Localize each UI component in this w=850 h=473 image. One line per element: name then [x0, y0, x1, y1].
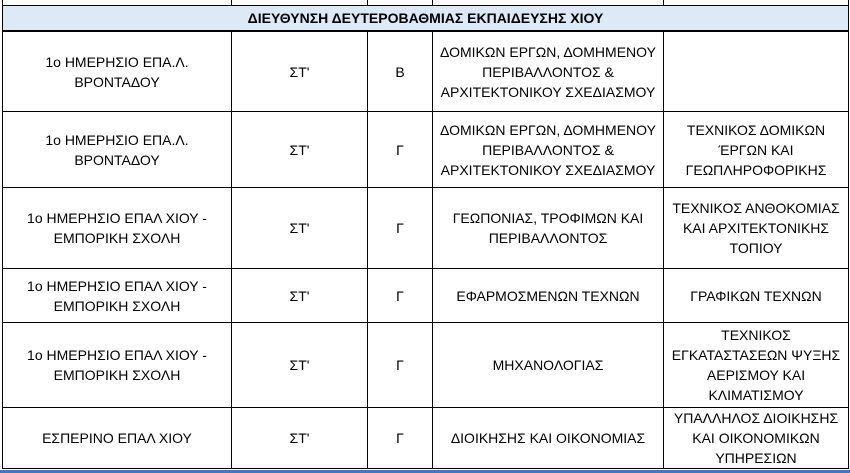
class-cell: Γ — [368, 112, 433, 188]
school-cell: 1ο ΗΜΕΡΗΣΙΟ ΕΠΑ.Λ. ΒΡΟΝΤΑΔΟΥ — [3, 112, 232, 188]
sector-cell: ΔΙΟΙΚΗΣΗΣ ΚΑΙ ΟΙΚΟΝΟΜΙΑΣ — [433, 408, 664, 469]
type-cell: ΣΤ' — [232, 31, 368, 112]
table-row — [3, 31, 849, 112]
schools-table — [2, 0, 849, 469]
type-cell: ΣΤ' — [232, 323, 368, 408]
specialty-cell — [664, 31, 849, 112]
table-row — [3, 188, 849, 269]
sector-cell: ΓΕΩΠΟΝΙΑΣ, ΤΡΟΦΙΜΩΝ ΚΑΙ ΠΕΡΙΒΑΛΛΟΝΤΟΣ — [433, 188, 664, 269]
directorate-header-row — [3, 6, 849, 32]
school-cell: 1ο ΗΜΕΡΗΣΙΟ ΕΠΑΛ ΧΙΟΥ - ΕΜΠΟΡΙΚΗ ΣΧΟΛΗ — [3, 323, 232, 408]
school-cell: 1ο ΗΜΕΡΗΣΙΟ ΕΠΑΛ ΧΙΟΥ - ΕΜΠΟΡΙΚΗ ΣΧΟΛΗ — [3, 269, 232, 323]
class-cell: Γ — [368, 269, 433, 323]
class-cell: Γ — [368, 188, 433, 269]
sector-cell: ΜΗΧΑΝΟΛΟΓΙΑΣ — [433, 323, 664, 408]
class-cell: Β — [368, 31, 433, 112]
school-cell: 1ο ΗΜΕΡΗΣΙΟ ΕΠΑΛ ΧΙΟΥ - ΕΜΠΟΡΙΚΗ ΣΧΟΛΗ — [3, 188, 232, 269]
school-cell: ΕΣΠΕΡΙΝΟ ΕΠΑΛ ΧΙΟΥ — [3, 408, 232, 469]
sector-cell: ΔΟΜΙΚΩΝ ΕΡΓΩΝ, ΔΟΜΗΜΕΝΟΥ ΠΕΡΙΒΑΛΛΟΝΤΟΣ & ΑΡΧΙΤΕΚΤΟΝΙΚΟΥ ΣΧΕΔΙΑΣΜΟΥ — [433, 31, 664, 112]
type-cell: ΣΤ' — [232, 269, 368, 323]
specialty-cell: ΤΕΧΝΙΚΟΣ ΕΓΚΑΤΑΣΤΑΣΕΩΝ ΨΥΞΗΣ ΑΕΡΙΣΜΟΥ ΚΑΙ ΚΛΙΜΑΤΙΣΜΟΥ — [664, 323, 849, 408]
specialty-cell: ΓΡΑΦΙΚΩΝ ΤΕΧΝΩΝ — [664, 269, 849, 323]
table-row — [3, 408, 849, 469]
directorate-title: ΔΙΕΥΘΥΝΣΗ ΔΕΥΤΕΡΟΒΑΘΜΙΑΣ ΕΚΠΑΙΔΕΥΣΗΣ ΧΙΟΥ — [3, 6, 849, 32]
sector-cell: ΕΦΑΡΜΟΣΜΕΝΩΝ ΤΕΧΝΩΝ — [433, 269, 664, 323]
table-row — [3, 112, 849, 188]
type-cell: ΣΤ' — [232, 408, 368, 469]
type-cell: ΣΤ' — [232, 112, 368, 188]
type-cell: ΣΤ' — [232, 188, 368, 269]
school-cell: 1ο ΗΜΕΡΗΣΙΟ ΕΠΑ.Λ. ΒΡΟΝΤΑΔΟΥ — [3, 31, 232, 112]
table-row — [3, 323, 849, 408]
specialty-cell: ΤΕΧΝΙΚΟΣ ΑΝΘΟΚΟΜΙΑΣ ΚΑΙ ΑΡΧΙΤΕΚΤΟΝΙΚΗΣ ΤΟΠΙΟΥ — [664, 188, 849, 269]
sector-cell: ΔΟΜΙΚΩΝ ΕΡΓΩΝ, ΔΟΜΗΜΕΝΟΥ ΠΕΡΙΒΑΛΛΟΝΤΟΣ & ΑΡΧΙΤΕΚΤΟΝΙΚΟΥ ΣΧΕΔΙΑΣΜΟΥ — [433, 112, 664, 188]
class-cell: Γ — [368, 323, 433, 408]
table-row — [3, 269, 849, 323]
specialty-cell: ΤΕΧΝΙΚΟΣ ΔΟΜΙΚΩΝ ΈΡΓΩΝ ΚΑΙ ΓΕΩΠΛΗΡΟΦΟΡΙΚΗΣ — [664, 112, 849, 188]
specialty-cell: ΥΠΑΛΛΗΛΟΣ ΔΙΟΙΚΗΣΗΣ ΚΑΙ ΟΙΚΟΝΟΜΙΚΩΝ ΥΠΗΡΕΣΙΩΝ — [664, 408, 849, 469]
class-cell: Γ — [368, 408, 433, 469]
